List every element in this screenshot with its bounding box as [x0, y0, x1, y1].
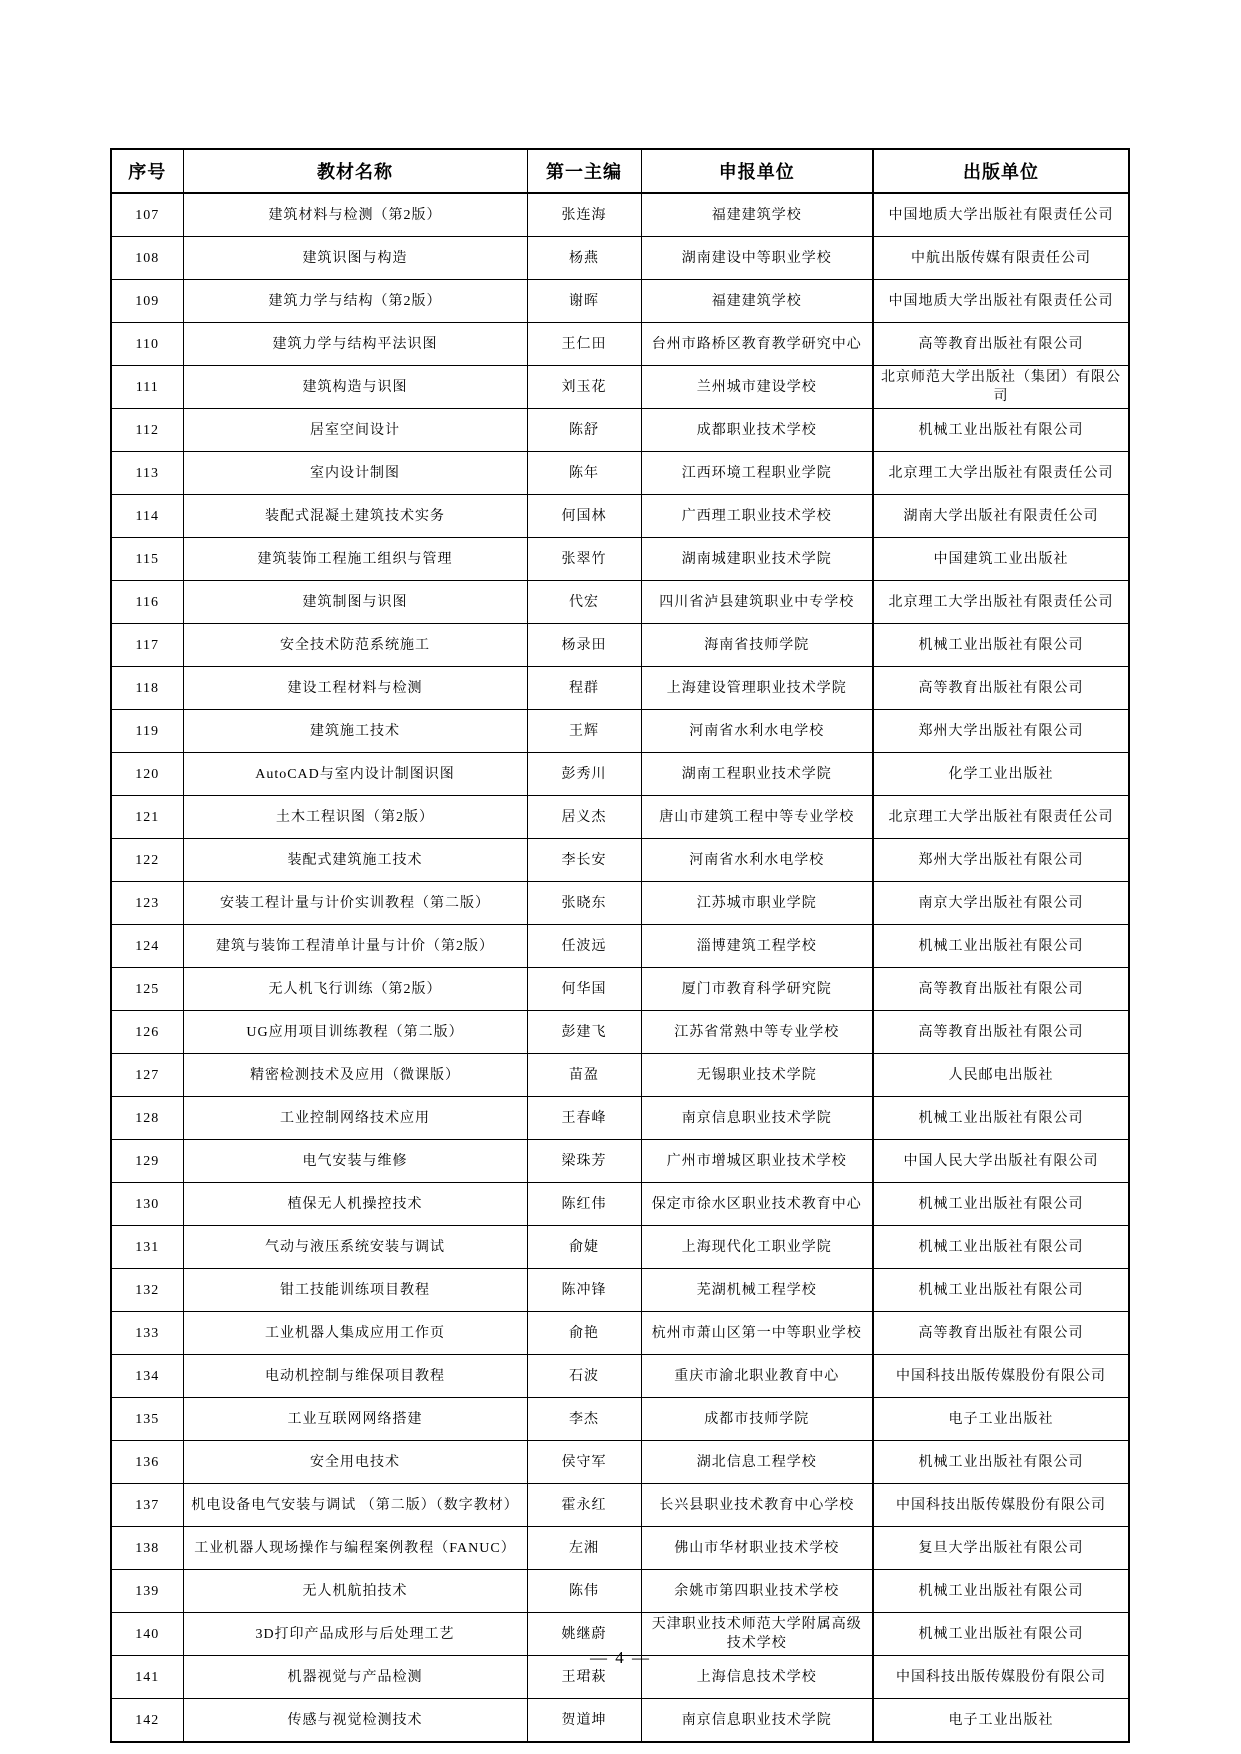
- cell-editor: 梁珠芳: [527, 1140, 641, 1183]
- col-header-title: 教材名称: [183, 149, 527, 193]
- cell-no: 136: [111, 1441, 183, 1484]
- cell-title: 建筑制图与识图: [183, 581, 527, 624]
- cell-org: 四川省泸县建筑职业中专学校: [641, 581, 873, 624]
- cell-title: 装配式建筑施工技术: [183, 839, 527, 882]
- cell-publisher: 机械工业出版社有限公司: [873, 409, 1129, 452]
- cell-org: 上海现代化工职业学院: [641, 1226, 873, 1269]
- cell-org: 台州市路桥区教育教学研究中心: [641, 323, 873, 366]
- cell-editor: 彭秀川: [527, 753, 641, 796]
- cell-editor: 李长安: [527, 839, 641, 882]
- col-header-no: 序号: [111, 149, 183, 193]
- col-header-org: 申报单位: [641, 149, 873, 193]
- cell-editor: 霍永红: [527, 1484, 641, 1527]
- cell-title: 气动与液压系统安装与调试: [183, 1226, 527, 1269]
- cell-title: 建筑装饰工程施工组织与管理: [183, 538, 527, 581]
- cell-editor: 彭建飞: [527, 1011, 641, 1054]
- cell-no: 117: [111, 624, 183, 667]
- col-header-publisher: 出版单位: [873, 149, 1129, 193]
- textbook-table-container: [110, 148, 1128, 1743]
- cell-title: 钳工技能训练项目教程: [183, 1269, 527, 1312]
- cell-publisher: 南京大学出版社有限公司: [873, 882, 1129, 925]
- cell-org: 兰州城市建设学校: [641, 366, 873, 409]
- cell-editor: 陈舒: [527, 409, 641, 452]
- cell-title: 工业机器人现场操作与编程案例教程（FANUC）: [183, 1527, 527, 1570]
- cell-editor: 王辉: [527, 710, 641, 753]
- cell-title: 电动机控制与维保项目教程: [183, 1355, 527, 1398]
- cell-no: 138: [111, 1527, 183, 1570]
- cell-title: 室内设计制图: [183, 452, 527, 495]
- table-row: [111, 1097, 1129, 1140]
- cell-publisher: 湖南大学出版社有限责任公司: [873, 495, 1129, 538]
- cell-no: 123: [111, 882, 183, 925]
- cell-org: 杭州市萧山区第一中等职业学校: [641, 1312, 873, 1355]
- table-row: [111, 538, 1129, 581]
- cell-editor: 陈年: [527, 452, 641, 495]
- cell-org: 广州市增城区职业技术学校: [641, 1140, 873, 1183]
- cell-editor: 程群: [527, 667, 641, 710]
- table-row: [111, 452, 1129, 495]
- cell-editor: 王珺萩: [527, 1656, 641, 1699]
- textbook-table: [110, 148, 1130, 1743]
- cell-no: 132: [111, 1269, 183, 1312]
- cell-publisher: 复旦大学出版社有限公司: [873, 1527, 1129, 1570]
- table-row: [111, 925, 1129, 968]
- table-row: [111, 409, 1129, 452]
- cell-no: 124: [111, 925, 183, 968]
- cell-title: 精密检测技术及应用（微课版）: [183, 1054, 527, 1097]
- cell-no: 140: [111, 1613, 183, 1656]
- cell-publisher: 化学工业出版社: [873, 753, 1129, 796]
- cell-org: 上海建设管理职业技术学院: [641, 667, 873, 710]
- cell-no: 118: [111, 667, 183, 710]
- cell-org: 成都市技师学院: [641, 1398, 873, 1441]
- cell-publisher: 机械工业出版社有限公司: [873, 1183, 1129, 1226]
- cell-editor: 苗盈: [527, 1054, 641, 1097]
- cell-no: 133: [111, 1312, 183, 1355]
- cell-publisher: 中国科技出版传媒股份有限公司: [873, 1656, 1129, 1699]
- cell-editor: 王春峰: [527, 1097, 641, 1140]
- cell-publisher: 机械工业出版社有限公司: [873, 1226, 1129, 1269]
- cell-editor: 谢晖: [527, 280, 641, 323]
- cell-org: 江西环境工程职业学院: [641, 452, 873, 495]
- cell-editor: 李杰: [527, 1398, 641, 1441]
- table-row: [111, 796, 1129, 839]
- table-header-row: [111, 149, 1129, 193]
- cell-org: 保定市徐水区职业技术教育中心: [641, 1183, 873, 1226]
- cell-org: 唐山市建筑工程中等专业学校: [641, 796, 873, 839]
- cell-title: 建筑与装饰工程清单计量与计价（第2版）: [183, 925, 527, 968]
- cell-editor: 杨录田: [527, 624, 641, 667]
- cell-editor: 刘玉花: [527, 366, 641, 409]
- cell-title: 建筑材料与检测（第2版）: [183, 193, 527, 237]
- cell-org: 佛山市华材职业技术学校: [641, 1527, 873, 1570]
- cell-org: 成都职业技术学校: [641, 409, 873, 452]
- cell-org: 上海信息技术学校: [641, 1656, 873, 1699]
- cell-title: 机器视觉与产品检测: [183, 1656, 527, 1699]
- cell-title: 传感与视觉检测技术: [183, 1699, 527, 1743]
- cell-title: UG应用项目训练教程（第二版）: [183, 1011, 527, 1054]
- cell-org: 湖南工程职业技术学院: [641, 753, 873, 796]
- cell-editor: 王仁田: [527, 323, 641, 366]
- cell-no: 135: [111, 1398, 183, 1441]
- cell-title: 建筑构造与识图: [183, 366, 527, 409]
- cell-editor: 何国林: [527, 495, 641, 538]
- cell-editor: 左湘: [527, 1527, 641, 1570]
- cell-publisher: 中国科技出版传媒股份有限公司: [873, 1484, 1129, 1527]
- cell-title: 植保无人机操控技术: [183, 1183, 527, 1226]
- cell-org: 福建建筑学校: [641, 280, 873, 323]
- cell-editor: 张连海: [527, 193, 641, 237]
- cell-editor: 代宏: [527, 581, 641, 624]
- cell-no: 113: [111, 452, 183, 495]
- cell-no: 114: [111, 495, 183, 538]
- cell-editor: 陈伟: [527, 1570, 641, 1613]
- cell-no: 134: [111, 1355, 183, 1398]
- cell-title: 建设工程材料与检测: [183, 667, 527, 710]
- table-row: [111, 753, 1129, 796]
- cell-no: 127: [111, 1054, 183, 1097]
- cell-publisher: 机械工业出版社有限公司: [873, 1441, 1129, 1484]
- table-row: [111, 280, 1129, 323]
- cell-org: 湖南城建职业技术学院: [641, 538, 873, 581]
- cell-no: 141: [111, 1656, 183, 1699]
- cell-title: 安装工程计量与计价实训教程（第二版）: [183, 882, 527, 925]
- cell-editor: 任波远: [527, 925, 641, 968]
- cell-org: 海南省技师学院: [641, 624, 873, 667]
- table-row: [111, 1140, 1129, 1183]
- table-row: [111, 1312, 1129, 1355]
- cell-publisher: 高等教育出版社有限公司: [873, 323, 1129, 366]
- table-row: [111, 581, 1129, 624]
- cell-org: 广西理工职业技术学校: [641, 495, 873, 538]
- cell-org: 江苏省常熟中等专业学校: [641, 1011, 873, 1054]
- cell-org: 福建建筑学校: [641, 193, 873, 237]
- cell-publisher: 北京理工大学出版社有限责任公司: [873, 796, 1129, 839]
- table-row: [111, 323, 1129, 366]
- cell-editor: 贺道坤: [527, 1699, 641, 1743]
- cell-no: 109: [111, 280, 183, 323]
- cell-publisher: 中国地质大学出版社有限责任公司: [873, 193, 1129, 237]
- table-row: [111, 968, 1129, 1011]
- cell-title: 安全技术防范系统施工: [183, 624, 527, 667]
- cell-title: 电气安装与维修: [183, 1140, 527, 1183]
- page-number: — 4 —: [590, 1648, 651, 1667]
- cell-editor: 何华国: [527, 968, 641, 1011]
- cell-title: 建筑识图与构造: [183, 237, 527, 280]
- cell-org: 南京信息职业技术学院: [641, 1699, 873, 1743]
- table-row: [111, 710, 1129, 753]
- table-row: [111, 839, 1129, 882]
- cell-no: 112: [111, 409, 183, 452]
- cell-editor: 居义杰: [527, 796, 641, 839]
- cell-publisher: 高等教育出版社有限公司: [873, 968, 1129, 1011]
- cell-title: 建筑力学与结构（第2版）: [183, 280, 527, 323]
- cell-org: 江苏城市职业学院: [641, 882, 873, 925]
- table-row: [111, 1183, 1129, 1226]
- cell-title: 建筑力学与结构平法识图: [183, 323, 527, 366]
- table-row: [111, 1441, 1129, 1484]
- table-row: [111, 1226, 1129, 1269]
- cell-org: 芜湖机械工程学校: [641, 1269, 873, 1312]
- cell-title: 3D打印产品成形与后处理工艺: [183, 1613, 527, 1656]
- cell-publisher: 人民邮电出版社: [873, 1054, 1129, 1097]
- cell-editor: 石波: [527, 1355, 641, 1398]
- table-body: [111, 193, 1129, 1742]
- cell-title: 装配式混凝土建筑技术实务: [183, 495, 527, 538]
- table-row: [111, 1527, 1129, 1570]
- cell-org: 湖南建设中等职业学校: [641, 237, 873, 280]
- cell-publisher: 北京师范大学出版社（集团）有限公司: [873, 366, 1129, 409]
- table-row: [111, 1699, 1129, 1743]
- cell-no: 121: [111, 796, 183, 839]
- cell-editor: 张翠竹: [527, 538, 641, 581]
- cell-title: 建筑施工技术: [183, 710, 527, 753]
- cell-publisher: 中国建筑工业出版社: [873, 538, 1129, 581]
- cell-title: 机电设备电气安装与调试 （第二版）（数字教材）: [183, 1484, 527, 1527]
- cell-no: 122: [111, 839, 183, 882]
- table-row: [111, 624, 1129, 667]
- table-row: [111, 1355, 1129, 1398]
- cell-no: 126: [111, 1011, 183, 1054]
- cell-no: 129: [111, 1140, 183, 1183]
- cell-publisher: 电子工业出版社: [873, 1398, 1129, 1441]
- cell-publisher: 机械工业出版社有限公司: [873, 1613, 1129, 1656]
- table-row: [111, 366, 1129, 409]
- cell-org: 无锡职业技术学院: [641, 1054, 873, 1097]
- table-row: [111, 193, 1129, 237]
- cell-no: 115: [111, 538, 183, 581]
- cell-org: 长兴县职业技术教育中心学校: [641, 1484, 873, 1527]
- cell-no: 131: [111, 1226, 183, 1269]
- cell-editor: 俞婕: [527, 1226, 641, 1269]
- cell-no: 128: [111, 1097, 183, 1140]
- cell-publisher: 北京理工大学出版社有限责任公司: [873, 581, 1129, 624]
- cell-editor: 杨燕: [527, 237, 641, 280]
- cell-no: 139: [111, 1570, 183, 1613]
- table-row: [111, 1054, 1129, 1097]
- cell-no: 110: [111, 323, 183, 366]
- cell-title: 土木工程识图（第2版）: [183, 796, 527, 839]
- cell-editor: 陈冲锋: [527, 1269, 641, 1312]
- cell-no: 111: [111, 366, 183, 409]
- table-row: [111, 1484, 1129, 1527]
- cell-no: 120: [111, 753, 183, 796]
- cell-publisher: 机械工业出版社有限公司: [873, 925, 1129, 968]
- cell-title: 工业控制网络技术应用: [183, 1097, 527, 1140]
- cell-publisher: 中国人民大学出版社有限公司: [873, 1140, 1129, 1183]
- cell-no: 119: [111, 710, 183, 753]
- cell-title: 工业互联网网络搭建: [183, 1398, 527, 1441]
- cell-no: 108: [111, 237, 183, 280]
- table-row: [111, 237, 1129, 280]
- cell-org: 余姚市第四职业技术学校: [641, 1570, 873, 1613]
- cell-editor: 姚继蔚: [527, 1613, 641, 1656]
- col-header-editor: 第一主编: [527, 149, 641, 193]
- cell-no: 107: [111, 193, 183, 237]
- table-row: [111, 882, 1129, 925]
- cell-no: 125: [111, 968, 183, 1011]
- cell-org: 淄博建筑工程学校: [641, 925, 873, 968]
- table-row: [111, 1011, 1129, 1054]
- cell-title: AutoCAD与室内设计制图识图: [183, 753, 527, 796]
- cell-editor: 张晓东: [527, 882, 641, 925]
- cell-org: 南京信息职业技术学院: [641, 1097, 873, 1140]
- cell-editor: 俞艳: [527, 1312, 641, 1355]
- cell-publisher: 机械工业出版社有限公司: [873, 1570, 1129, 1613]
- cell-org: 河南省水利水电学校: [641, 710, 873, 753]
- table-row: [111, 1398, 1129, 1441]
- cell-title: 无人机飞行训练（第2版）: [183, 968, 527, 1011]
- cell-org: 湖北信息工程学校: [641, 1441, 873, 1484]
- cell-publisher: 高等教育出版社有限公司: [873, 667, 1129, 710]
- cell-publisher: 高等教育出版社有限公司: [873, 1312, 1129, 1355]
- cell-title: 无人机航拍技术: [183, 1570, 527, 1613]
- table-row: [111, 667, 1129, 710]
- cell-no: 137: [111, 1484, 183, 1527]
- table-row: [111, 495, 1129, 538]
- cell-publisher: 郑州大学出版社有限公司: [873, 839, 1129, 882]
- cell-org: 天津职业技术师范大学附属高级技术学校: [641, 1613, 873, 1656]
- cell-publisher: 电子工业出版社: [873, 1699, 1129, 1743]
- cell-publisher: 郑州大学出版社有限公司: [873, 710, 1129, 753]
- cell-publisher: 高等教育出版社有限公司: [873, 1011, 1129, 1054]
- cell-publisher: 中国地质大学出版社有限责任公司: [873, 280, 1129, 323]
- cell-publisher: 中航出版传媒有限责任公司: [873, 237, 1129, 280]
- cell-no: 130: [111, 1183, 183, 1226]
- cell-publisher: 机械工业出版社有限公司: [873, 624, 1129, 667]
- cell-publisher: 北京理工大学出版社有限责任公司: [873, 452, 1129, 495]
- cell-org: 重庆市渝北职业教育中心: [641, 1355, 873, 1398]
- cell-editor: 侯守军: [527, 1441, 641, 1484]
- table-row: [111, 1570, 1129, 1613]
- cell-title: 居室空间设计: [183, 409, 527, 452]
- cell-editor: 陈红伟: [527, 1183, 641, 1226]
- cell-publisher: 机械工业出版社有限公司: [873, 1269, 1129, 1312]
- cell-no: 116: [111, 581, 183, 624]
- cell-publisher: 机械工业出版社有限公司: [873, 1097, 1129, 1140]
- cell-no: 142: [111, 1699, 183, 1743]
- cell-org: 厦门市教育科学研究院: [641, 968, 873, 1011]
- cell-title: 工业机器人集成应用工作页: [183, 1312, 527, 1355]
- cell-title: 安全用电技术: [183, 1441, 527, 1484]
- cell-publisher: 中国科技出版传媒股份有限公司: [873, 1355, 1129, 1398]
- table-row: [111, 1269, 1129, 1312]
- cell-org: 河南省水利水电学校: [641, 839, 873, 882]
